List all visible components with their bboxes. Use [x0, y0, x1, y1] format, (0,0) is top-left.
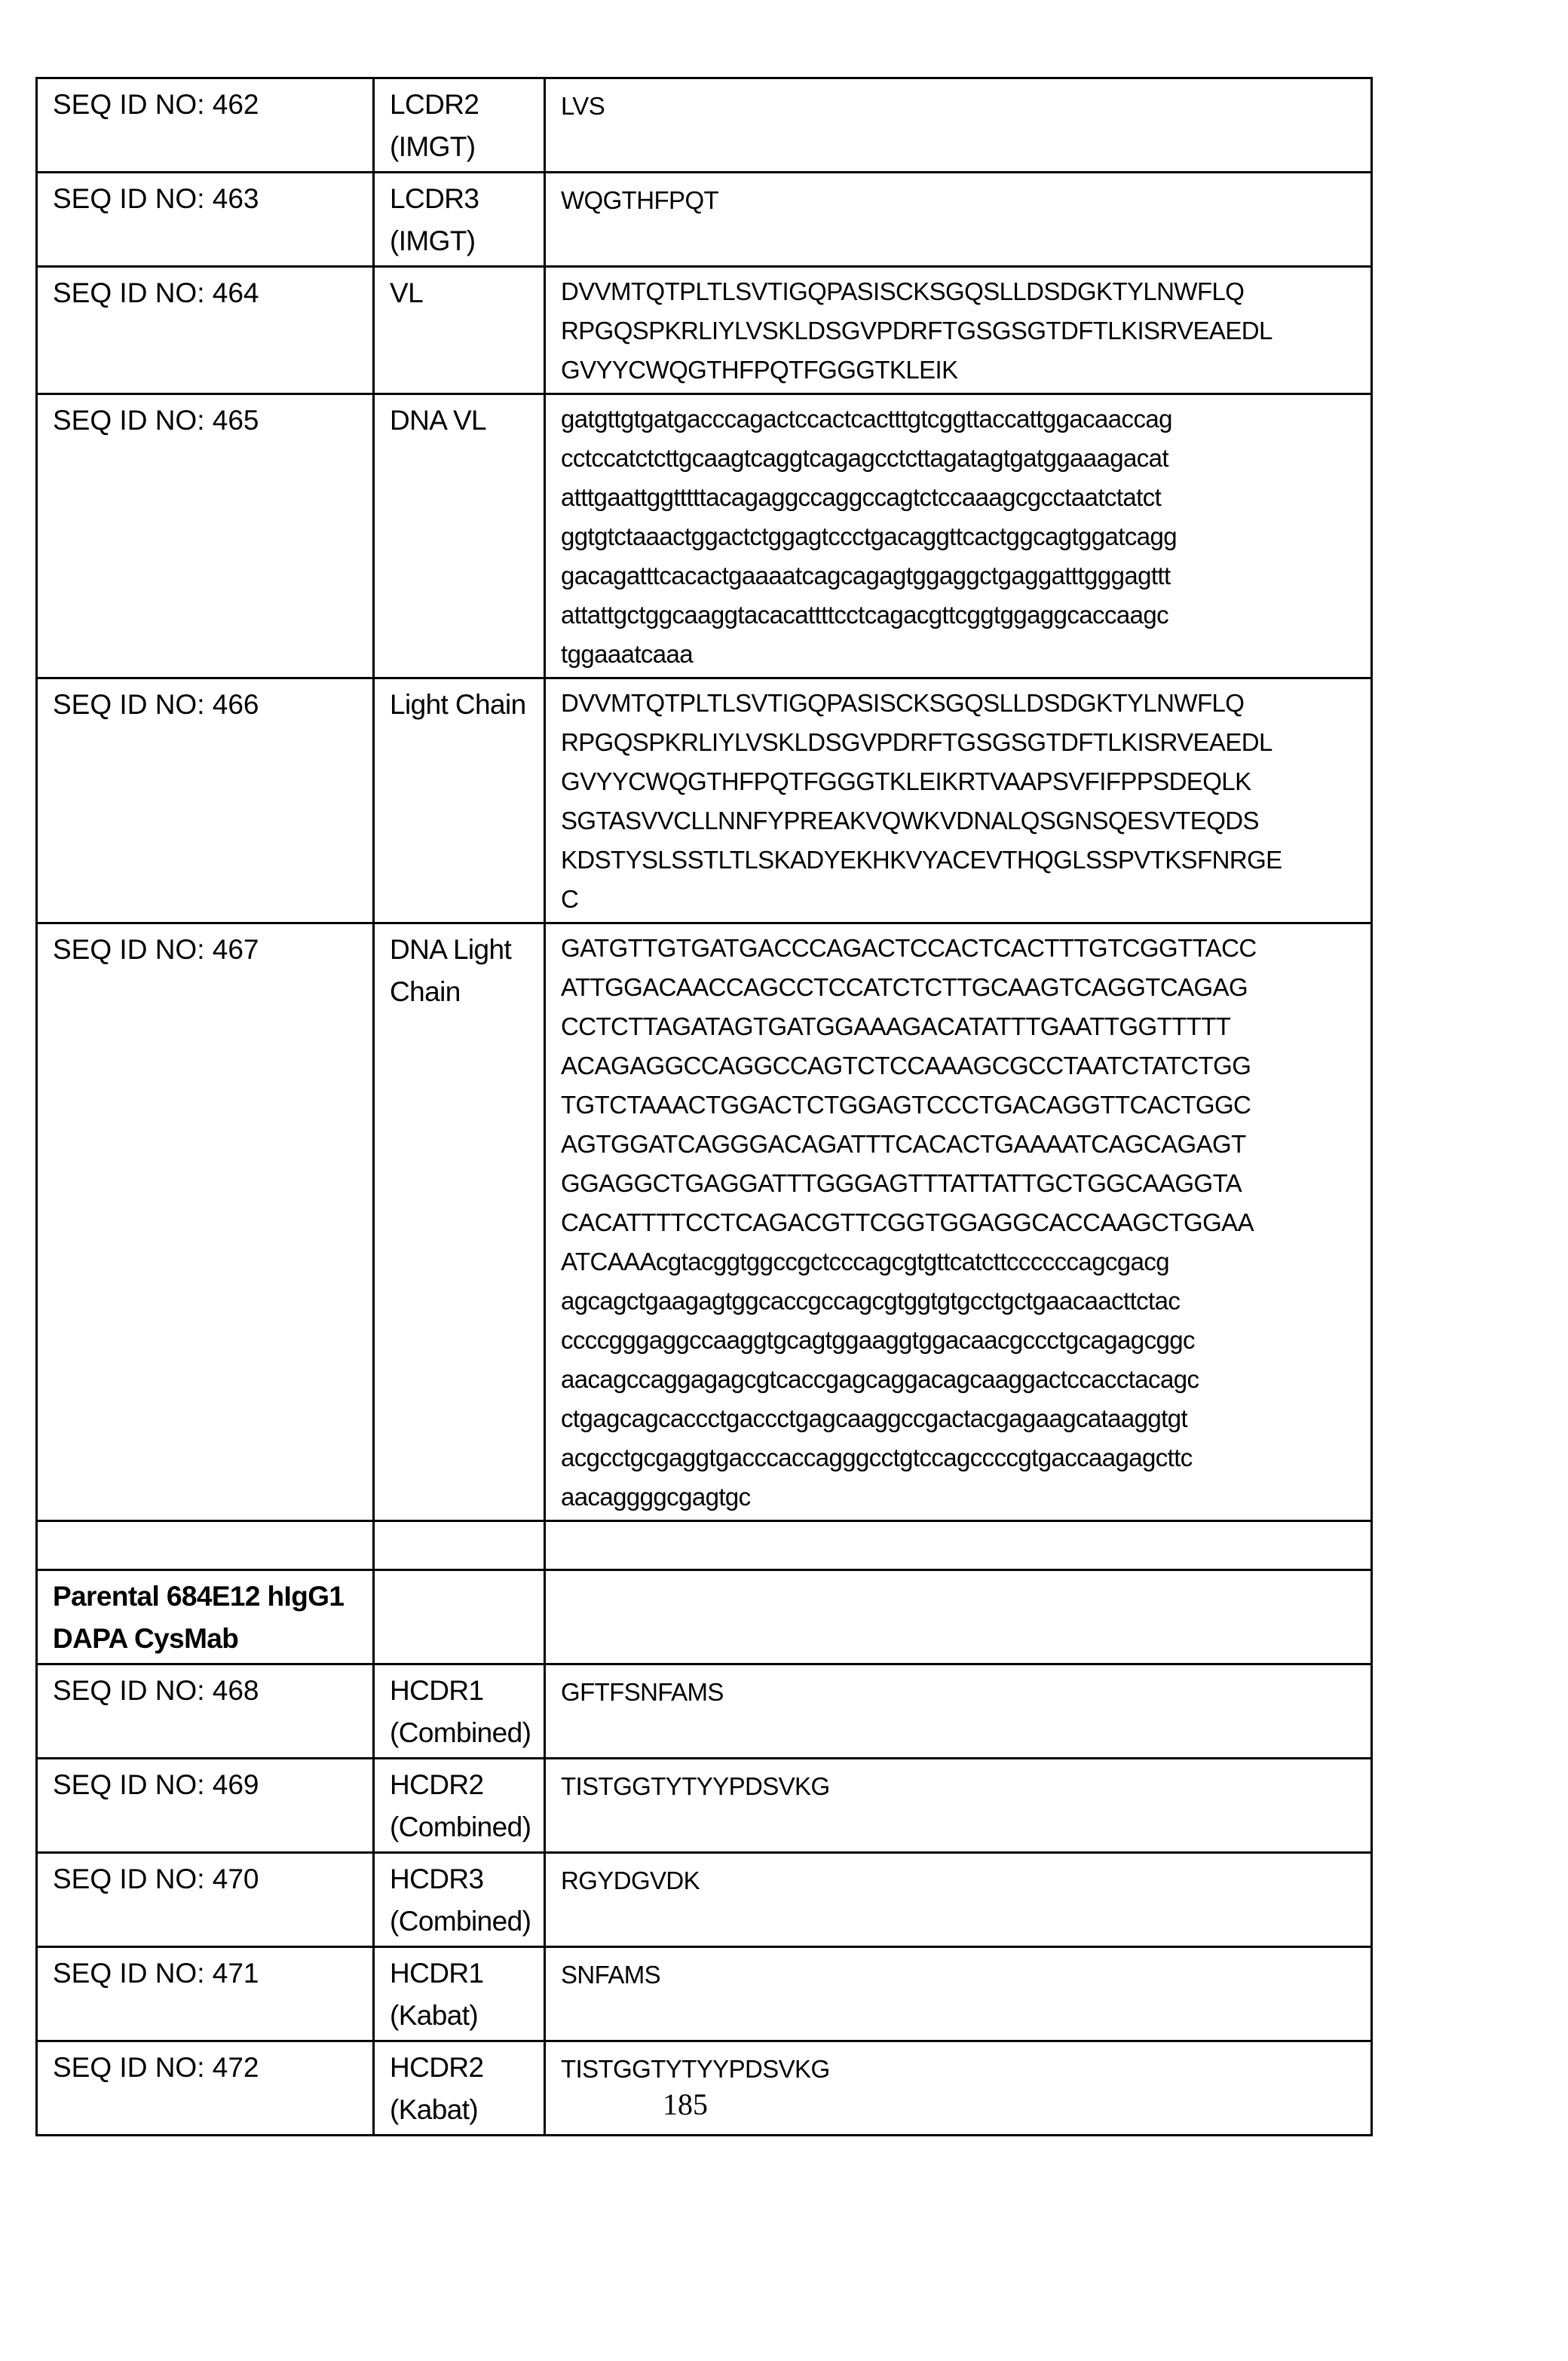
- seq-id-cell: SEQ ID NO: 462: [37, 78, 374, 173]
- table-row: [37, 1853, 1372, 1947]
- seq-id-cell: SEQ ID NO: 470: [37, 1853, 374, 1947]
- empty-cell: [37, 1521, 374, 1570]
- sequence-table-body: [37, 78, 1372, 2136]
- sequence-type-cell: [374, 394, 545, 678]
- text-line: (IMGT): [390, 225, 476, 256]
- text-line: TISTGGTYTYYPDSVKG: [561, 1772, 830, 1800]
- empty-cell: [374, 1521, 545, 1570]
- seq-id-cell: SEQ ID NO: 467: [37, 923, 374, 1521]
- text-line: aacaggggcgagtgc: [561, 1483, 751, 1511]
- sequence-type-cell: [374, 923, 545, 1521]
- text-line: (Combined): [390, 1811, 531, 1842]
- text-line: Light Chain: [390, 689, 526, 720]
- sequence-table: [35, 77, 1373, 2136]
- text-line: HCDR2: [390, 1769, 484, 1800]
- text-line: GATGTTGTGATGACCCAGACTCCACTCACTTTGTCGGTTACC: [561, 934, 1257, 962]
- sequence-cell: [545, 1664, 1372, 1759]
- text-line: gatgttgtgatgacccagactccactcactttgtcggttaccattggacaaccag: [561, 405, 1172, 433]
- text-line: ATCAAAcgtacggtggccgctcccagcgtgttcatcttccccccagcgacg: [561, 1248, 1170, 1275]
- table-row: [37, 1664, 1372, 1759]
- text-line: GVYYCWQGTHFPQTFGGGTKLEIKRTVAAPSVFIFPPSDEQLK: [561, 767, 1251, 795]
- table-row: [37, 1947, 1372, 2041]
- text-line: attattgctggcaaggtacacattttcctcagacgttcggtggaggcaccaagc: [561, 601, 1168, 629]
- text-line: ATTGGACAACCAGCCTCCATCTCTTGCAAGTCAGGTCAGAG: [561, 973, 1248, 1001]
- sequence-cell: [545, 678, 1372, 923]
- table-row: [37, 678, 1372, 923]
- table-row: [37, 173, 1372, 267]
- text-line: acgcctgcgaggtgacccaccagggcctgtccagccccgtgaccaagagcttc: [561, 1444, 1193, 1471]
- text-line: ggtgtctaaactggactctggagtccctgacaggttcactggcagtggatcagg: [561, 522, 1178, 550]
- text-line: (IMGT): [390, 131, 476, 162]
- text-line: Parental 684E12 hIgG1: [53, 1581, 345, 1612]
- text-line: CACATTTTCCTCAGACGTTCGGTGGAGGCACCAAGCTGGAA: [561, 1208, 1254, 1236]
- text-line: RPGQSPKRLIYLVSKLDSGVPDRFTGSGSGTDFTLKISRVEAEDL: [561, 317, 1272, 345]
- text-line: atttgaattggtttttacagaggccaggccagtctccaaagcgcctaatctatct: [561, 483, 1162, 511]
- text-line: LCDR3: [390, 183, 479, 214]
- text-line: AGTGGATCAGGGACAGATTTCACACTGAAAATCAGCAGAGT: [561, 1130, 1246, 1158]
- seq-id-cell: SEQ ID NO: 464: [37, 267, 374, 394]
- text-line: SNFAMS: [561, 1961, 661, 1989]
- text-line: LCDR2: [390, 89, 479, 120]
- text-line: (Kabat): [390, 2000, 479, 2031]
- text-line: HCDR2: [390, 2052, 484, 2083]
- empty-cell: [545, 1570, 1372, 1664]
- table-row: [37, 923, 1372, 1521]
- text-line: TISTGGTYTYYPDSVKG: [561, 2055, 830, 2083]
- text-line: KDSTYSLSSTLTLSKADYEKHKVYACEVTHQGLSSPVTKSFNRGE: [561, 846, 1282, 874]
- empty-cell: [545, 1521, 1372, 1570]
- text-line: aacagccaggagagcgtcaccgagcaggacagcaaggactccacctacagc: [561, 1365, 1199, 1393]
- text-line: C: [561, 885, 579, 913]
- text-line: GGAGGCTGAGGATTTGGGAGTTTATTATTGCTGGCAAGGTA: [561, 1169, 1242, 1197]
- table-row: [37, 1759, 1372, 1853]
- table-row: [37, 394, 1372, 678]
- sequence-type-cell: [374, 78, 545, 173]
- text-line: ccccgggaggccaaggtgcagtggaaggtggacaacgccctgcagagcggc: [561, 1326, 1195, 1354]
- text-line: (Combined): [390, 1717, 531, 1748]
- text-line: gacagatttcacactgaaaatcagcagagtggaggctgaggatttgggagttt: [561, 562, 1171, 589]
- sequence-cell: [545, 1759, 1372, 1853]
- text-line: TGTCTAAACTGGACTCTGGAGTCCCTGACAGGTTCACTGGC: [561, 1091, 1251, 1119]
- section-header-row: [37, 1570, 1372, 1664]
- seq-id-cell: SEQ ID NO: 469: [37, 1759, 374, 1853]
- text-line: DVVMTQTPLTLSVTIGQPASISCKSGQSLLDSDGKTYLNWFLQ: [561, 689, 1245, 717]
- section-title: [37, 1570, 374, 1664]
- table-row: [37, 267, 1372, 394]
- text-line: agcagctgaagagtggcaccgccagcgtggtgtgcctgctgaacaacttctac: [561, 1287, 1181, 1315]
- text-line: DNA Light: [390, 934, 512, 965]
- text-line: RPGQSPKRLIYLVSKLDSGVPDRFTGSGSGTDFTLKISRVEAEDL: [561, 728, 1272, 756]
- sequence-cell: [545, 1853, 1372, 1947]
- seq-id-cell: SEQ ID NO: 466: [37, 678, 374, 923]
- seq-id-cell: SEQ ID NO: 468: [37, 1664, 374, 1759]
- seq-id-cell: SEQ ID NO: 471: [37, 1947, 374, 2041]
- sequence-type-cell: [374, 173, 545, 267]
- sequence-cell: [545, 1947, 1372, 2041]
- text-line: HCDR1: [390, 1958, 484, 1989]
- text-line: SGTASVVCLLNNFYPREAKVQWKVDNALQSGNSQESVTEQDS: [561, 807, 1259, 834]
- text-line: DNA VL: [390, 405, 487, 436]
- text-line: (Combined): [390, 1906, 531, 1937]
- text-line: Chain: [390, 976, 461, 1007]
- text-line: GVYYCWQGTHFPQTFGGGTKLEIK: [561, 356, 958, 384]
- text-line: RGYDGVDK: [561, 1866, 700, 1894]
- sequence-type-cell: [374, 1947, 545, 2041]
- text-line: CCTCTTAGATAGTGATGGAAAGACATATTTGAATTGGTTTTT: [561, 1012, 1231, 1040]
- sequence-cell: [545, 173, 1372, 267]
- text-line: cctccatctcttgcaagtcaggtcagagcctcttagatagtgatggaaagacat: [561, 444, 1168, 472]
- sequence-cell: [545, 923, 1372, 1521]
- seq-id-cell: SEQ ID NO: 463: [37, 173, 374, 267]
- text-line: GFTFSNFAMS: [561, 1678, 724, 1706]
- sequence-type-cell: [374, 1759, 545, 1853]
- text-line: DAPA CysMab: [53, 1623, 239, 1654]
- text-line: tggaaatcaaa: [561, 640, 694, 668]
- text-line: DVVMTQTPLTLSVTIGQPASISCKSGQSLLDSDGKTYLNWFLQ: [561, 277, 1245, 305]
- text-line: WQGTHFPQT: [561, 186, 719, 214]
- text-line: (Kabat): [390, 2094, 479, 2125]
- text-line: VL: [390, 277, 424, 308]
- text-line: ACAGAGGCCAGGCCAGTCTCCAAAGCGCCTAATCTATCTGG: [561, 1052, 1251, 1079]
- sequence-cell: [545, 78, 1372, 173]
- text-line: ctgagcagcaccctgaccctgagcaaggccgactacgagaagcataaggtgt: [561, 1404, 1188, 1432]
- sequence-cell: [545, 394, 1372, 678]
- empty-row: [37, 1521, 1372, 1570]
- sequence-type-cell: [374, 267, 545, 394]
- text-line: LVS: [561, 92, 605, 120]
- sequence-type-cell: [374, 1664, 545, 1759]
- page-number: 185: [663, 2087, 708, 2121]
- sequence-type-cell: [374, 678, 545, 923]
- seq-id-cell: SEQ ID NO: 472: [37, 2041, 374, 2136]
- text-line: HCDR1: [390, 1675, 484, 1706]
- text-line: HCDR3: [390, 1863, 484, 1894]
- table-row: [37, 78, 1372, 173]
- sequence-type-cell: [374, 1853, 545, 1947]
- empty-cell: [374, 1570, 545, 1664]
- sequence-cell: [545, 267, 1372, 394]
- seq-id-cell: SEQ ID NO: 465: [37, 394, 374, 678]
